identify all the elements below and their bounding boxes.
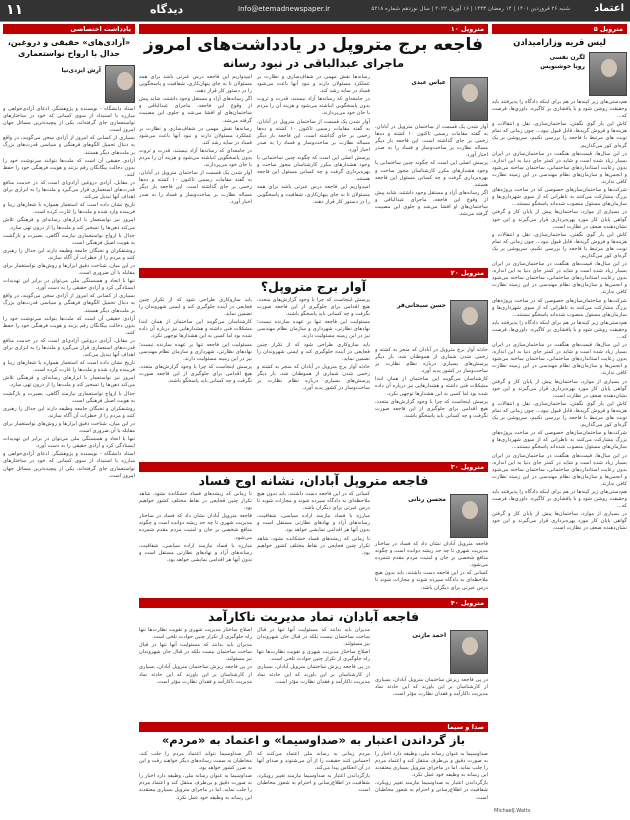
paragraph: کاش این بار گوی نگفتن، ساختمان‌سازی، نقل و انتقالات و هزینه‌ها و فروش گریه‌ها، قابل قبول نبود... چون زمانی که تمام نوبت های مرتبط با فاجعه را بررسی نکنیم، سرپوشی بر یک گره‌ای کور می‌گذاریم. (492, 400, 627, 429)
paragraph: کارشناسان می‌گویند این ساختمان از همان ابتدا مشکلات فنی داشته و هشدارهایی نیز درباره آن داده شده بود اما کسی به این هشدارها توجهی نکرد. (375, 376, 488, 397)
article-5 (139, 722, 488, 816)
paragraph: اگر صداوسیما نتواند اعتماد مردم را جلب کند، مخاطبان به سمت رسانه‌های دیگر خواهند رفت و این به ضرر کشور خواهد بود. (139, 751, 252, 772)
paragraph: تاریخ نشان داده است که استعمار همواره با شعارهای زیبا و فریبنده وارد شده و ملت‌ها را غارت کرده است. (3, 360, 135, 374)
article-2-headline: آوار برج متروپل؟ (260, 279, 367, 294)
paragraph: در بسیاری از موارد، ساختمان‌ها پیش از پایان کار و گرفتن گواهی پایان کار مورد بهره‌برداری قرار می‌گیرند و این خود نشان‌دهنده ضعف در نظارت است. (492, 209, 627, 230)
paragraph: پرسش اصلی این است که چگونه چنین ساختمانی با وجود هشدارهای مکرر کارشناسان مجوز ساخت و بهره‌برداری گرفت و چه کسانی مسئول این فاجعه هستند. (257, 155, 370, 183)
paragraph: در این سال‌ها، قیمت‌های هنگفت در ساختمان‌سازی در ایران بسیار زیاد شده است و شاید در کمتر جای دنیا به این اندازه، بدون رعایت استانداردهای ساختمانی، ساختمان ساخته می‌شود و انجمن‌ها و سازمان‌های نظام مهندسی در این زمینه نظارت کافی ندارند. (492, 342, 627, 377)
paragraph: در این سال‌ها، قیمت‌های هنگفت در ساختمان‌سازی در ایران بسیار زیاد شده است و شاید در کمتر جای دنیا به این اندازه، بدون رعایت استانداردهای ساختمانی، ساختمان ساخته می‌شود و انجمن‌ها و سازمان‌های نظام مهندسی در این زمینه نظارت کافی ندارند. (492, 150, 627, 186)
article-4-rubric: متروپل ۴۰ (139, 598, 488, 608)
paragraph: مسئولیت این فاجعه تنها بر عهده سازنده نیست؛ نهادهای نظارتی، شهرداری و سازمان نظام مهندسی نیز در این زمینه مسئولیت دارند. (139, 341, 252, 362)
paragraph: هم‌دستی‌های زیر کینه‌ها در هم برای اینکه دادگاه را پذیرفتند باید وحقیقت روشن شود و با پافشاری بر کاگیره. داوري‌ها، فرصت كه... (492, 99, 627, 120)
paragraph: در مقابل، آزادی دروغین آزادی‌ای است که در خدمت منافع قدرت‌های استعماری قرار می‌گیرد و ملت‌ها را به ابزاری برای اهداف آنها تبدیل می‌کند. (3, 179, 135, 201)
paragraph: در جامعه‌ای که رسانه‌ها آزاد نیستند، قدرت و ثروت بدون پاسخگویی انباشته می‌شود و هزینه آن را مردم با جان خود می‌پردازند. (139, 147, 252, 169)
paragraph: شرکت‌ها و ساختمان‌سازهای خصوصی که در ساخت پروژه‌های بزرگ مشارکت می‌کنند به ناظرانی که از سوی شهرداری‌ها و سازمان‌های مسئول منصوب شده‌اند پاسخگو نیستند... (492, 187, 627, 208)
section-label: دیدگاه (150, 3, 184, 16)
paragraph: در مقابل، آزادی دروغین آزادی‌ای است که در خدمت منافع قدرت‌های استعماری قرار می‌گیرد و ملت‌ها را به ابزاری برای اهداف آنها تبدیل می‌کند. (3, 337, 135, 359)
paragraph: فاجعه متروپل آبادان نشان داد که فساد در ساختار مدیریت شهری تا چه حد ریشه دوانده است و چگونه منافع شخصی بر جان و امنیت مردم مقدم شمرده می‌شود. (375, 541, 488, 569)
newspaper-logo: اعتماد (594, 3, 624, 14)
paragraph: شرکت‌ها و ساختمان‌سازهای خصوصی که در ساخت پروژه‌های بزرگ مشارکت می‌کنند به ناظرانی که از سوی شهرداری‌ها و سازمان‌های مسئول منصوب شده‌اند پاسخگو نیستند... (492, 297, 627, 318)
paragraph: بازگرداندن اعتبار به صداوسیما نیازمند تغییر رویکرد، شفافیت در اطلاع‌رسانی و احترام به شعور مخاطبان است. (375, 780, 488, 801)
paragraph: کارشناسان می‌گویند این ساختمان از همان ابتدا مشکلات فنی داشته و هشدارهایی نیز درباره آن داده شده بود اما کسی به این هشدارها توجهی نکرد. (139, 319, 252, 340)
paragraph: فاجعه متروپل آبادان نشان داد که فساد در ساختار مدیریت شهری تا چه حد ریشه دوانده است و چگونه منافع شخصی بر جان و امنیت مردم مقدم شمرده می‌شود. (139, 513, 252, 541)
paragraph: آزادی حقیقی آن است که ملت‌ها بتوانند سرنوشت خود را بدون دخالت بیگانگان رقم بزنند و هویت فرهنگی خود را حفظ کنند. (3, 157, 135, 178)
paragraph: مبارزه با فساد نیازمند اراده سیاسی، شفافیت، رسانه‌های آزاد و نهادهای نظارتی مستقل است و بدون آنها هر اقدامی نمایشی خواهد بود. (257, 513, 370, 534)
article-4-headline: فاجعه آبادان، نماد مدیریت ناکارآمد (207, 609, 420, 624)
paragraph: رسانه‌ها نقش مهمی در شفاف‌سازی و نظارت بر عملکرد مسئولان دارند و نبود آنها باعث می‌شود فساد در سایه رشد کند. (257, 74, 370, 95)
paragraph: تا زمانی که ریشه‌های فساد خشکانده نشود، شاهد تکرار چنین فجایعی در نقاط مختلف کشور خواهیم بود. (139, 491, 252, 512)
paragraph: در این میان، شناخت دقیق ابزارها و روش‌های نواستعمار برای مقابله با آن ضروری است. (3, 262, 135, 277)
paragraph: هم‌دستی‌های زیر کینه‌ها در هم برای اینکه دادگاه را پذیرفتند باید وحقیقت روشن شود و با پافشاری بر کاگیره. داوري‌ها، فرصت كه... (492, 488, 627, 510)
article-1-subhead: ماجرای عبدالباقی در نبود رسانه (222, 56, 405, 70)
paragraph: حادثه آوار برج متروپل در آبادان که منجر به کشته و زخمی شدن شماری از هموطنان شد، بار دیگر پرسش‌های بسیاری درباره نظام نظارت بر ساخت‌وساز در کشور پدید آورد. (375, 347, 488, 375)
paragraph: تنها با اتحاد و همبستگی ملی می‌توان در برابر این تهدیدات ایستادگی کرد و آزادی حقیقی را به دست آورد. (3, 436, 135, 450)
paragraph: روشنفکران و نخبگان جامعه وظیفه دارند این جدال را رهبری کنند و مردم را از خطرات آن آگاه سازند. (3, 247, 135, 261)
paragraph: صداوسیما به عنوان رسانه ملی، وظیفه دارد اخبار را به صورت دقیق و بی‌طرف منتقل کند و اعتماد مردم را جلب نماید. اما در ماجرای متروپل بسیاری معتقدند این رسانه به وظیفه خود عمل نکرد. (375, 751, 488, 779)
paragraph: بسیاری از کسانی که امروز از آزادی سخن می‌گویند، در واقع به دنبال تحمیل الگوهای فرهنگی و سیاسی قدرت‌های بزرگ بر ملت‌های دیگر هستند. (3, 293, 135, 314)
paragraph: بسیاری از کسانی که امروز از آزادی سخن می‌گویند، در واقع به دنبال تحمیل الگوهای فرهنگی و سیاسی قدرت‌های بزرگ بر ملت‌های دیگر هستند. (3, 135, 135, 156)
paragraph: مبارزه با فساد نیازمند اراده سیاسی، شفافیت، رسانه‌های آزاد و نهادهای نظارتی مستقل است و بدون آنها هر اقدامی نمایشی خواهد بود. (139, 542, 252, 563)
paragraph: امیدواریم این فاجعه درس عبرتی باشد برای همه مسئولان تا به جای پنهان‌کاری، شفافیت و پاسخگویی را در دستور کار قرار دهند. (139, 74, 252, 95)
right-body-text (492, 99, 627, 533)
author-photo (450, 77, 488, 121)
author-photo (450, 494, 488, 538)
left-author: آرش ایزدی‌نیا (61, 67, 101, 74)
paragraph: آوار شدن یک قسمت از ساختمان متروپل در آبادان، به گفته مقامات رسمی تاکنون ۱۰ کشته و ده‌ها زخمی بر جای گذاشته است. این فاجعه بار دیگر مساله نظارت بر ساخت‌وساز و فساد را به صدر اخبار آورد. (139, 170, 252, 205)
paragraph: در این سال‌ها، قیمت‌های هنگفت در ساختمان‌سازی در ایران بسیار زیاد شده است و شاید در کمتر جای دنیا به این اندازه، بدون رعایت استانداردهای ساختمانی، ساختمان ساخته می‌شود و انجمن‌ها و سازمان‌های نظام مهندسی در این زمینه نظارت کافی ندارند. (492, 452, 627, 487)
paragraph: باید سازوکاری طراحی شود که از تکرار چنین فجایعی در آینده جلوگیری کند و ایمنی شهروندان را تضمین نماید. (139, 297, 252, 318)
top-bar (0, 0, 630, 22)
right-author-name-2: رویا خوشنویس (540, 63, 585, 70)
page-number: ۱۱ (6, 2, 24, 18)
paragraph: امروز نیز نواستعمار با ابزارهای رسانه‌ای و فرهنگی تلاش می‌کند ذهن‌ها را تسخیر کند و ملت‌ها را از درون تهی سازد. (3, 375, 135, 389)
article-3 (139, 462, 488, 594)
paragraph: مسئولیت این فاجعه تنها بر عهده سازنده نیست؛ نهادهای نظارتی، شهرداری و سازمان نظام مهندسی نیز در این زمینه مسئولیت دارند. (257, 319, 370, 340)
left-headline: «آزادی‌های» حقیقی و دروغین، جدال با ارواح نواستعماری (7, 38, 131, 58)
paragraph: حادثه آوار برج متروپل در آبادان که منجر به کشته و زخمی شدن شماری از هموطنان شد، بار دیگر پرسش‌های بسیاری درباره نظام نظارت بر ساخت‌وساز در کشور پدید آورد. (257, 363, 370, 392)
paragraph: کسانی که در این فاجعه دست داشتند، باید بدون هیچ ملاحظه‌ای به دادگاه سپرده شوند و مجازات شوند تا درس عبرتی برای دیگران باشد. (257, 491, 370, 512)
article-3-author-box (375, 494, 488, 538)
contact-email[interactable]: Info@etemadnewspaper.ir (238, 5, 331, 13)
paragraph: شرکت‌ها و ساختمان‌سازهای خصوصی که در ساخت پروژه‌های بزرگ مشارکت می‌کنند به ناظرانی که از سوی شهرداری‌ها و سازمان‌های مسئول منصوب شده‌اند پاسخگو نیستند... (492, 430, 627, 451)
paragraph: استاد دانشگاه - نویسنده و پژوهشگر. ادعای آزادی‌خواهی و مبارزه با استبداد از سوی کسانی که خود در ساختارهای نواستعماری جای گرفته‌اند، یکی از پیچیده‌ترین مسائل جهان امروز است. (3, 106, 135, 134)
paragraph: آزادی حقیقی آن است که ملت‌ها بتوانند سرنوشت خود را بدون دخالت بیگانگان رقم بزنند و هویت فرهنگی خود را حفظ کنند. (3, 315, 135, 336)
paragraph: تنها با اتحاد و همبستگی ملی می‌توان در برابر این تهدیدات ایستادگی کرد و آزادی حقیقی را به دست آورد. (3, 278, 135, 292)
article-2-author-box (375, 300, 488, 344)
article-3-author: محسن رنانی (408, 496, 446, 503)
main-column (139, 24, 488, 816)
paragraph: امیدواریم این فاجعه درس عبرتی باشد برای همه مسئولان تا به جای پنهان‌کاری، شفافیت و پاسخگویی را در دستور کار قرار دهند. (257, 184, 370, 205)
right-headline: لیس قریه وزارامیدادن (513, 38, 606, 48)
paragraph: جدال با ارواح نواستعماری نیازمند آگاهی، بصیرت و بازگشت به هویت اصیل فرهنگی است. (3, 390, 135, 404)
paragraph: هم‌دستی‌های زیر کینه‌ها در هم برای اینکه دادگاه را پذیرفتند باید وحقیقت روشن شود و با پافشاری بر کاگیره. داوري‌ها، فرصت كه... (492, 319, 627, 340)
right-signature: MichaelJ.Watts (494, 808, 531, 814)
paragraph: کاش این بار گوی نگفتن، ساختمان‌سازی، نقل و انتقالات و هزینه‌ها و فروش گریه‌ها، قابل قبول نبود... چون زمانی که تمام نوبت های مرتبط با فاجعه را بررسی نکنیم، سرپوشی بر یک گره‌ای کور می‌گذاریم. (492, 121, 627, 149)
paragraph: باید سازوکاری طراحی شود که از تکرار چنین فجایعی در آینده جلوگیری کند و ایمنی شهروندان را تضمین نماید. (257, 341, 370, 362)
paragraph: اصلاح ساختار مدیریت شهری و تقویت نظارت‌ها تنها راه جلوگیری از تکرار چنین حوادث تلخی است. (257, 649, 370, 663)
paragraph: مدیران باید بدانند که مسئولیت آنها تنها در قبال ساخت ساختمان نیست بلکه در قبال جان شهروندان نیز مسئولند. (139, 642, 252, 663)
paragraph: در پی فاجعه ریزش ساختمان متروپل آبادان، بسیاری از کارشناسان بر این باورند که این حادثه نماد مدیریت ناکارآمد و فقدان نظارت مؤثر است. (375, 677, 488, 698)
paragraph: کسانی که در این فاجعه دست داشتند، باید بدون هیچ ملاحظه‌ای به دادگاه سپرده شوند و مجازات شوند تا درس عبرتی برای دیگران باشد. (375, 570, 488, 591)
left-author-box (3, 65, 135, 103)
paragraph: پرسش اینجاست که چرا با وجود گزارش‌های متعدد، هیچ اقدامی برای جلوگیری از این فاجعه صورت نگرفت و چه کسانی باید پاسخگو باشند. (139, 363, 252, 385)
paragraph: استاد دانشگاه - نویسنده و پژوهشگر. ادعای آزادی‌خواهی و مبارزه با استبداد از سوی کسانی که خود در ساختارهای نواستعماری جای گرفته‌اند، یکی از پیچیده‌ترین مسائل جهان امروز است. (3, 451, 135, 479)
article-4-author: احمد مازنی (412, 632, 446, 639)
article-1-author: عباس عبدی (411, 79, 446, 86)
paragraph: پرسش اصلی این است که چگونه چنین ساختمانی با وجود هشدارهای مکرر کارشناسان مجوز ساخت و بهره‌برداری گرفت و چه کسانی مسئول این فاجعه هستند. (375, 160, 488, 188)
paragraph: در این میان، شناخت دقیق ابزارها و روش‌های نواستعمار برای مقابله با آن ضروری است. (3, 420, 135, 435)
article-4-author-box (375, 630, 488, 674)
paragraph: آوار شدن یک قسمت از ساختمان متروپل در آبادان، به گفته مقامات رسمی تاکنون ۱۰ کشته و ده‌ها زخمی بر جای گذاشته است. این فاجعه بار دیگر مساله نظارت بر ساخت‌وساز و فساد را به صدر اخبار آورد. (375, 124, 488, 159)
right-author-name: لگرن نفسی (549, 54, 585, 61)
paragraph: صداوسیما به عنوان رسانه ملی، وظیفه دارد اخبار را به صورت دقیق و بی‌طرف منتقل کند و اعتماد مردم را جلب نماید. اما در ماجرای متروپل بسیاری معتقدند این رسانه به وظیفه خود عمل نکرد. (139, 773, 252, 801)
paragraph: مدیران باید بدانند که مسئولیت آنها تنها در قبال ساخت ساختمان نیست بلکه در قبال جان شهروندان نیز مسئولند. (257, 627, 370, 648)
author-photo (450, 300, 488, 344)
left-body-text (3, 106, 135, 480)
author-photo (589, 52, 627, 96)
author-photo (450, 630, 488, 674)
dateline: شنبه ۲۶ فروردین ۱۴۰۱ | ۱۴ رمضان ۱۴۴۳ | ۱۶ آوریل ۲۰۲۲ | سال نوزدهم شماره ۵۲۱۸ (371, 6, 570, 12)
paragraph: کاش این بار گوی نگفتن، ساختمان‌سازی، نقل و انتقالات و هزینه‌ها و فروش گریه‌ها، قابل قبول نبود... چون زمانی که تمام نوبت های مرتبط با فاجعه را بررسی نکنیم، سرپوشی بر یک گره‌ای کور می‌گذاریم. (492, 231, 627, 259)
article-2 (139, 268, 488, 458)
paragraph: روشنفکران و نخبگان جامعه وظیفه دارند این جدال را رهبری کنند و مردم را از خطرات آن آگاه سازند. (3, 405, 135, 419)
paragraph: جدال با ارواح نواستعماری نیازمند آگاهی، بصیرت و بازگشت به هویت اصیل فرهنگی است. (3, 232, 135, 246)
paragraph: در جامعه‌ای که رسانه‌ها آزاد نیستند، قدرت و ثروت بدون پاسخگویی انباشته می‌شود و هزینه آن را مردم با جان خود می‌پردازند. (257, 96, 370, 117)
article-2-rubric: متروپل ۲۰ (139, 268, 488, 278)
paragraph: در این سال‌ها، قیمت‌های هنگفت در ساختمان‌سازی در ایران بسیار زیاد شده است و شاید در کمتر جای دنیا به این اندازه، بدون رعایت استانداردهای ساختمانی، ساختمان ساخته می‌شود و انجمن‌ها و سازمان‌های نظام مهندسی در این زمینه نظارت کافی ندارند. (492, 261, 627, 296)
paragraph: پرسش اینجاست که چرا با وجود گزارش‌های متعدد، هیچ اقدامی برای جلوگیری از این فاجعه صورت نگرفت و چه کسانی باید پاسخگو باشند. (375, 398, 488, 419)
paragraph: آوار شدن یک قسمت از ساختمان متروپل در آبادان، به گفته مقامات رسمی تاکنون ۱۰ کشته و ده‌ها زخمی بر جای گذاشته است. این فاجعه بار دیگر مساله نظارت بر ساخت‌وساز و فساد را به صدر اخبار آورد. (257, 118, 370, 153)
paragraph: اصلاح ساختار مدیریت شهری و تقویت نظارت‌ها تنها راه جلوگیری از تکرار چنین حوادث تلخی است. (139, 627, 252, 641)
left-column (3, 24, 135, 816)
article-3-rubric: متروپل ۳۰ (139, 462, 488, 472)
paragraph: در بسیاری از موارد، ساختمان‌ها پیش از پایان کار و گرفتن گواهی پایان کار مورد بهره‌برداری قرار می‌گیرند و این خود نشان‌دهنده ضعف در نظارت است. (492, 378, 627, 399)
paragraph: امروز نیز نواستعمار با ابزارهای رسانه‌ای و فرهنگی تلاش می‌کند ذهن‌ها را تسخیر کند و ملت‌ها را از درون تهی سازد. (3, 217, 135, 231)
article-1-author-box (375, 77, 488, 121)
paragraph: اگر رسانه‌های آزاد و مستقل وجود داشتند، شاید پیش از وقوع این فاجعه، ماجرای عبدالباقی و ساختمان‌های او افشا می‌شد و جلوی این مصیبت گرفته می‌شد. (139, 96, 252, 124)
article-1-headline: فاجعه برج متروپل در یادداشت‌های امروز (144, 35, 483, 55)
right-rubric: متروپل ۵ (492, 24, 627, 34)
paragraph: تا زمانی که ریشه‌های فساد خشکانده نشود، شاهد تکرار چنین فجایعی در نقاط مختلف کشور خواهیم بود. (257, 535, 370, 556)
paragraph: در بسیاری از موارد، ساختمان‌ها پیش از پایان کار و گرفتن گواهی پایان کار مورد بهره‌برداری قرار می‌گیرند و این خود نشان‌دهنده ضعف در نظارت است. (492, 511, 627, 532)
article-5-rubric: صدا و سیما (139, 722, 488, 732)
paragraph: در پی فاجعه ریزش ساختمان متروپل آبادان، بسیاری از کارشناسان بر این باورند که این حادثه نماد مدیریت ناکارآمد و فقدان نظارت مؤثر است. (257, 664, 370, 685)
article-1 (139, 24, 488, 264)
article-4 (139, 598, 488, 718)
paragraph: تاریخ نشان داده است که استعمار همواره با شعارهای زیبا و فریبنده وارد شده و ملت‌ها را غارت کرده است. (3, 202, 135, 216)
paragraph: بازگرداندن اعتبار به صداوسیما نیازمند تغییر رویکرد، شفافیت در اطلاع‌رسانی و احترام به شعور مخاطبان است. (257, 773, 370, 794)
article-1-rubric: متروپل ۱۰ (139, 24, 488, 34)
article-5-headline: باز گرداندن اعتبار به «صداوسیما» و اعتماد به «مردم» (161, 733, 466, 747)
paragraph: در پی فاجعه ریزش ساختمان متروپل آبادان، بسیاری از کارشناسان بر این باورند که این حادثه نماد مدیریت ناکارآمد و فقدان نظارت مؤثر است. (139, 664, 252, 685)
paragraph: رسانه‌ها نقش مهمی در شفاف‌سازی و نظارت بر عملکرد مسئولان دارند و نبود آنها باعث می‌شود فساد در سایه رشد کند. (139, 125, 252, 146)
paragraph: پرسش اینجاست که چرا با وجود گزارش‌های متعدد، هیچ اقدامی برای جلوگیری از این فاجعه صورت نگرفت و چه کسانی باید پاسخگو باشند. (257, 297, 370, 318)
article-3-headline: فاجعه متروپل آبادان، نشانه اوج فساد (198, 473, 429, 488)
right-column (492, 24, 627, 816)
author-photo (105, 65, 135, 103)
paragraph: اگر رسانه‌های آزاد و مستقل وجود داشتند، شاید پیش از وقوع این فاجعه، ماجرای عبدالباقی و ساختمان‌های او افشا می‌شد و جلوی این مصیبت گرفته می‌شد. (375, 189, 488, 218)
paragraph: مردم زمانی به رسانه ملی اعتماد می‌کنند که احساس کنند حقیقت را از آن می‌شنوند و صدای آنها در آن انعکاس پیدا می‌کند. (257, 751, 370, 772)
left-rubric: یادداشت اختصاصی (3, 24, 135, 34)
right-author-box (492, 52, 627, 96)
article-2-author: حسن سبحانی‌فر (397, 302, 446, 309)
